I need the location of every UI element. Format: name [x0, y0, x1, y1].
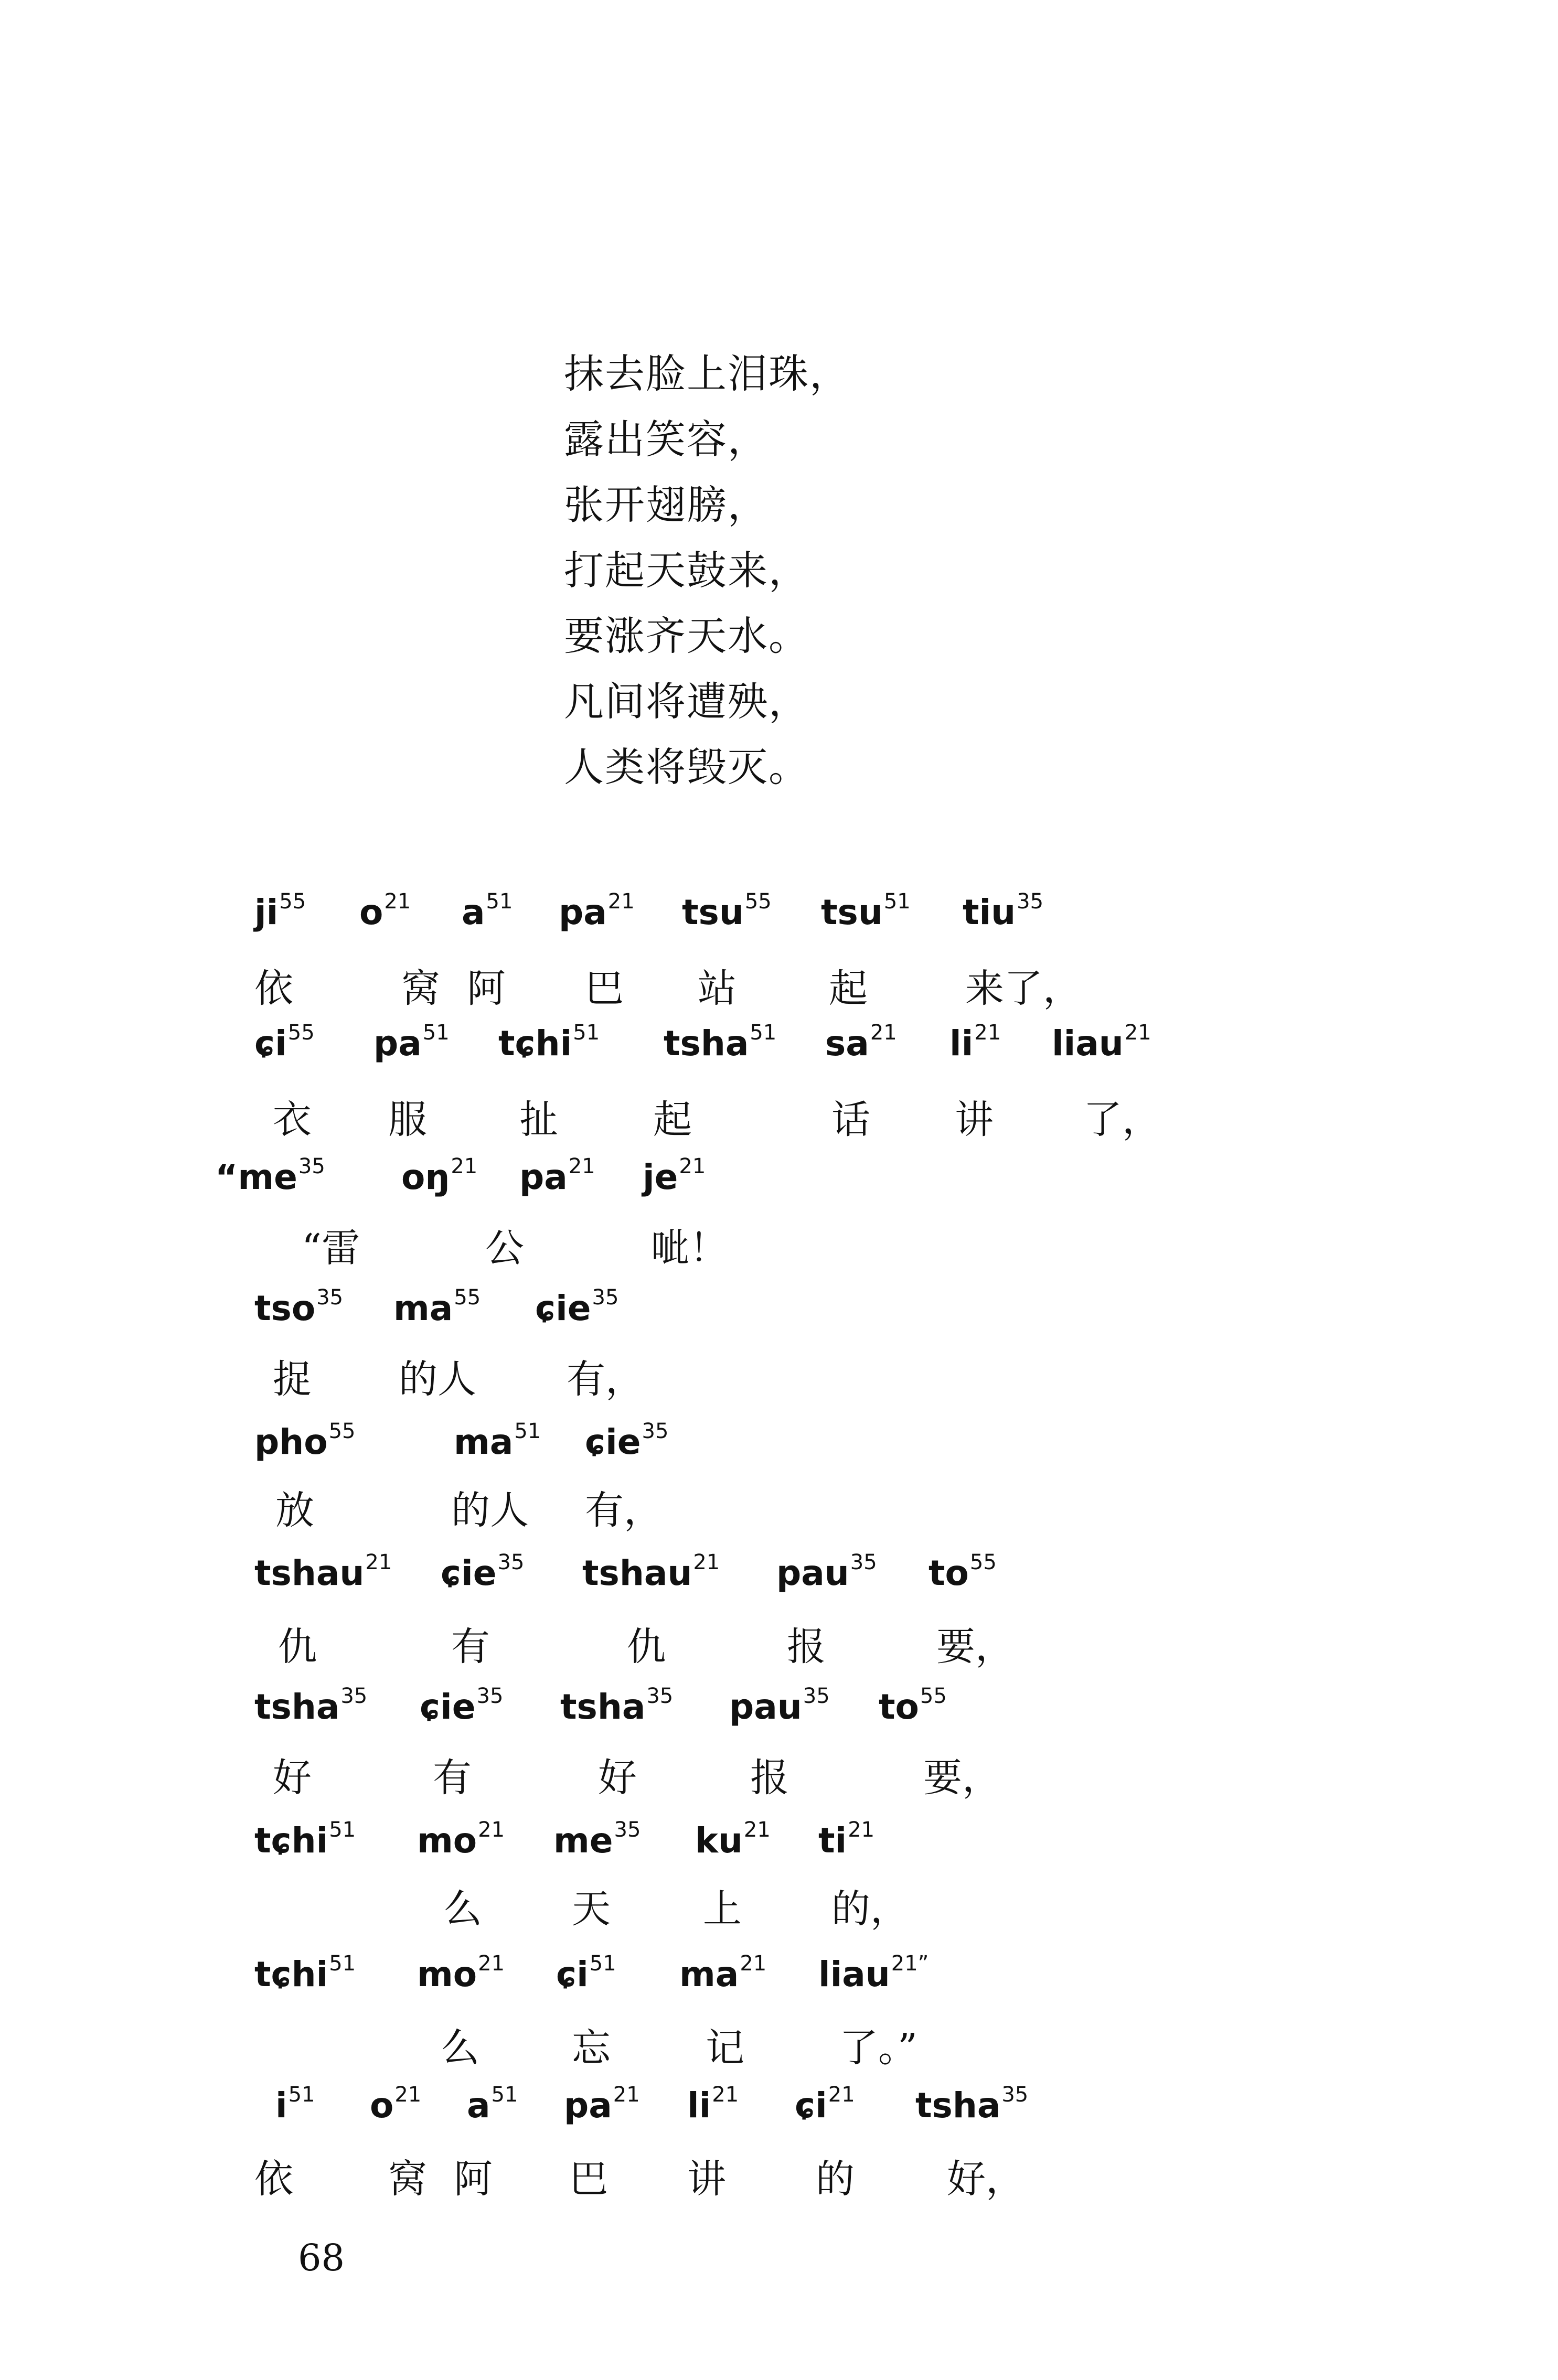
syllable-text: tɕhi: [254, 1820, 328, 1861]
syllable: [949, 1015, 1001, 1073]
syllable: [275, 2077, 315, 2135]
syllable: [582, 1545, 720, 1602]
tone-number: 21: [693, 1550, 720, 1574]
gloss-word: 依: [254, 966, 293, 1011]
syllable-text: je: [643, 1157, 678, 1197]
tone-number: 21: [828, 2083, 855, 2107]
syllable-text: tsha: [254, 1687, 340, 1727]
tone-number: 51: [329, 1818, 356, 1842]
gloss-word: 起: [829, 966, 868, 1011]
syllable: [417, 1946, 505, 2003]
syllable-text: oŋ: [401, 1157, 450, 1197]
syllable: [359, 884, 411, 941]
tone-number: 21: [870, 1021, 897, 1045]
syllable: [679, 1946, 766, 2003]
syllable: [560, 1678, 673, 1736]
tone-number: 55: [287, 1021, 315, 1045]
syllable-text: pa: [519, 1157, 568, 1197]
poem-line: 打起天鼓来，: [564, 547, 809, 594]
syllable-text: ɕi: [254, 1023, 287, 1064]
gloss-word: 有: [433, 1755, 472, 1800]
syllable: [818, 1812, 874, 1870]
gloss-word: 了。”: [839, 2025, 917, 2071]
syllable: [441, 1545, 524, 1602]
syllable: [454, 1413, 541, 1471]
syllable: [254, 1280, 343, 1337]
syllable-text: to: [879, 1687, 919, 1727]
syllable-text: liau: [1052, 1023, 1124, 1064]
tone-number: 21: [1124, 1021, 1151, 1045]
poem-line: 张开翅膀，: [564, 481, 769, 528]
syllable-text: ɕi: [795, 2085, 827, 2126]
tone-number: 35: [340, 1684, 368, 1708]
syllable: [795, 2077, 855, 2135]
gloss-word: 的人: [399, 1357, 476, 1402]
tone-number: 51: [573, 1021, 600, 1045]
syllable-text: ɕie: [441, 1553, 497, 1593]
tone-number: 51: [883, 889, 911, 914]
syllable-text: o: [359, 892, 383, 932]
syllable-text: tso: [254, 1288, 316, 1328]
syllable-text: pa: [374, 1023, 422, 1064]
gloss-word: 报: [787, 1624, 826, 1669]
tone-number: 21: [974, 1021, 1001, 1045]
syllable: [695, 1812, 771, 1870]
syllable: [929, 1545, 997, 1602]
gloss-word: 依: [254, 2157, 293, 2202]
gloss-word: 呲！: [650, 1226, 728, 1271]
tone-number: 35: [1001, 2083, 1029, 2107]
syllable-text: tsu: [682, 892, 744, 932]
syllable: [687, 2077, 739, 2135]
syllable: [467, 2077, 518, 2135]
tone-number: 35: [497, 1550, 525, 1574]
tone-number: 21: [740, 1952, 767, 1976]
syllable-text: pa: [564, 2085, 612, 2126]
syllable: [370, 2077, 421, 2135]
gloss-word: 起: [653, 1097, 692, 1142]
syllable-text: sa: [825, 1023, 869, 1064]
syllable-text: tsu: [821, 892, 883, 932]
syllable-text: li: [949, 1023, 974, 1064]
gloss-word: 窝: [388, 2157, 427, 2202]
gloss-word: 好: [598, 1755, 637, 1800]
syllable-text: mo: [417, 1820, 477, 1861]
syllable-text: a: [467, 2085, 490, 2126]
tone-number: 35: [642, 1419, 669, 1443]
syllable: [254, 1812, 356, 1870]
tone-number: 21: [451, 1154, 478, 1178]
gloss-word: “雷: [302, 1226, 360, 1271]
tone-number: 51: [288, 2083, 315, 2107]
poem-line: 人类将毁灭。: [564, 744, 809, 790]
syllable: [254, 1545, 392, 1602]
poem-stanza: [564, 341, 850, 800]
syllable-text: o: [370, 2085, 394, 2126]
syllable-text: mo: [417, 1954, 477, 1995]
gloss-word: 要，: [936, 1624, 1014, 1669]
syllable-text: me: [553, 1820, 613, 1861]
gloss-word: 么: [443, 1886, 482, 1932]
tone-number: 35: [316, 1285, 344, 1310]
syllable: [963, 884, 1043, 941]
syllable: [556, 1946, 616, 2003]
tone-number: 51: [422, 1021, 450, 1045]
syllable-text: ɕie: [585, 1422, 641, 1462]
tone-number: 21: [568, 1154, 595, 1178]
syllable: [254, 1678, 367, 1736]
tone-number: 21: [679, 1154, 706, 1178]
syllable: [1052, 1015, 1151, 1073]
syllable: [401, 1149, 477, 1206]
gloss-word: 巴: [585, 966, 624, 1011]
syllable: [393, 1280, 481, 1337]
tone-number: 51: [514, 1419, 541, 1443]
tone-number: 21: [478, 1818, 505, 1842]
gloss-word: 有，: [567, 1357, 644, 1402]
tone-number: 55: [969, 1550, 997, 1574]
gloss-word: 放: [275, 1488, 314, 1533]
syllable-text: ti: [818, 1820, 847, 1861]
tone-number: 51: [329, 1952, 356, 1976]
syllable: [585, 1413, 668, 1471]
syllable-text: ma: [454, 1422, 514, 1462]
syllable: [498, 1015, 600, 1073]
syllable-text: tshau: [254, 1553, 365, 1593]
gloss-word: 忘: [572, 2025, 611, 2071]
syllable: [254, 1015, 315, 1073]
syllable-text: a: [462, 892, 485, 932]
syllable: [643, 1149, 706, 1206]
tone-number: 21: [848, 1818, 875, 1842]
syllable: [879, 1678, 947, 1736]
syllable-text: ku: [695, 1820, 743, 1861]
gloss-word: 窝: [401, 966, 440, 1011]
syllable-text: tsha: [915, 2085, 1001, 2126]
tone-number: 55: [279, 889, 306, 914]
syllable-text: tiu: [963, 892, 1016, 932]
tone-number: 21: [365, 1550, 392, 1574]
tone-number: 55: [744, 889, 772, 914]
gloss-word: 的: [816, 2157, 855, 2202]
syllable-text: pa: [559, 892, 607, 932]
syllable-text: pau: [729, 1687, 802, 1727]
syllable-text: ma: [679, 1954, 739, 1995]
gloss-word: 讲: [687, 2157, 726, 2202]
gloss-word: 话: [831, 1097, 870, 1142]
gloss-word: 好: [273, 1755, 312, 1800]
tone-number: 51: [486, 889, 513, 914]
syllable: [821, 884, 911, 941]
syllable: [519, 1149, 595, 1206]
syllable: [254, 884, 306, 941]
gloss-word: 报: [750, 1755, 789, 1800]
syllable: [462, 884, 513, 941]
syllable: [535, 1280, 618, 1337]
poem-line: 抹去脸上泪珠，: [564, 350, 850, 397]
poem-line: 露出笑容，: [564, 416, 769, 463]
syllable: [374, 1015, 450, 1073]
gloss-word: 站: [698, 966, 737, 1011]
syllable-text: pau: [776, 1553, 849, 1593]
syllable-text: ɕie: [535, 1288, 591, 1328]
gloss-word: 阿: [454, 2157, 493, 2202]
tone-number: 21: [394, 2083, 422, 2107]
tone-number: 21: [613, 2083, 640, 2107]
syllable-text: ɕie: [420, 1687, 476, 1727]
gloss-word: 要，: [923, 1755, 1001, 1800]
gloss-word: 来了，: [965, 966, 1082, 1011]
syllable-text: tsha: [560, 1687, 646, 1727]
syllable: [818, 1946, 929, 2003]
tone-number: 21: [743, 1818, 771, 1842]
gloss-word: 公: [485, 1226, 524, 1271]
syllable: [776, 1545, 877, 1602]
gloss-word: 巴: [569, 2157, 608, 2202]
tone-number: 35: [850, 1550, 877, 1574]
tone-number: 21: [607, 889, 635, 914]
gloss-word: 扯: [519, 1097, 558, 1142]
tone-number: 35: [646, 1684, 674, 1708]
syllable: [682, 884, 772, 941]
syllable: [254, 1413, 355, 1471]
page-number: 68: [298, 2236, 345, 2279]
gloss-word: 的，: [831, 1886, 909, 1932]
tone-number: 55: [920, 1684, 947, 1708]
tone-number: 35: [1017, 889, 1044, 914]
tone-number: 35: [476, 1684, 504, 1708]
gloss-word: 仇: [627, 1624, 666, 1669]
tone-number: 51: [589, 1952, 616, 1976]
syllable: [420, 1678, 503, 1736]
gloss-word: 了，: [1083, 1097, 1161, 1142]
syllable-text: to: [929, 1553, 969, 1593]
gloss-word: 上: [703, 1886, 742, 1932]
syllable: [254, 1946, 356, 2003]
syllable-text: i: [275, 2085, 287, 2126]
syllable: [729, 1678, 830, 1736]
gloss-word: 记: [706, 2025, 744, 2071]
tone-number: 35: [614, 1818, 641, 1842]
syllable-text: tɕhi: [254, 1954, 328, 1995]
syllable-text: “me: [215, 1157, 297, 1197]
syllable-text: pho: [254, 1422, 328, 1462]
tone-number: 55: [328, 1419, 356, 1443]
gloss-word: 有，: [585, 1488, 663, 1533]
syllable: [559, 884, 635, 941]
syllable: [564, 2077, 640, 2135]
tone-number: 51: [750, 1021, 777, 1045]
gloss-word: 好，: [947, 2157, 1025, 2202]
gloss-word: 衣: [273, 1097, 312, 1142]
tone-number: 35: [592, 1285, 619, 1310]
syllable: [215, 1149, 325, 1206]
syllable-text: tshau: [582, 1553, 692, 1593]
syllable-text: tɕhi: [498, 1023, 572, 1064]
poem-line: 凡间将遭殃，: [564, 678, 809, 725]
gloss-word: 讲: [955, 1097, 994, 1142]
syllable-text: ji: [254, 892, 279, 932]
tone-number: 21: [712, 2083, 739, 2107]
tone-number: 55: [454, 1285, 481, 1310]
gloss-word: 捉: [273, 1357, 312, 1402]
gloss-word: 仇: [278, 1624, 317, 1669]
syllable: [664, 1015, 776, 1073]
syllable-text: ɕi: [556, 1954, 589, 1995]
syllable: [915, 2077, 1028, 2135]
syllable: [553, 1812, 641, 1870]
syllable-text: tsha: [664, 1023, 749, 1064]
tone-number: 21”: [891, 1952, 929, 1976]
tone-number: 51: [491, 2083, 518, 2107]
tone-number: 35: [298, 1154, 325, 1178]
syllable-text: li: [687, 2085, 711, 2126]
tone-number: 21: [478, 1952, 505, 1976]
syllable-text: liau: [818, 1954, 890, 1995]
tone-number: 21: [384, 889, 411, 914]
gloss-word: 服: [388, 1097, 427, 1142]
syllable: [417, 1812, 505, 1870]
tone-number: 35: [803, 1684, 830, 1708]
syllable-text: ma: [393, 1288, 453, 1328]
syllable: [825, 1015, 897, 1073]
gloss-word: 天: [572, 1886, 611, 1932]
poem-line: 要涨齐天水。: [564, 613, 809, 659]
gloss-word: 的人: [451, 1488, 529, 1533]
gloss-word: 么: [441, 2025, 479, 2071]
gloss-word: 有: [451, 1624, 490, 1669]
gloss-word: 阿: [467, 966, 506, 1011]
